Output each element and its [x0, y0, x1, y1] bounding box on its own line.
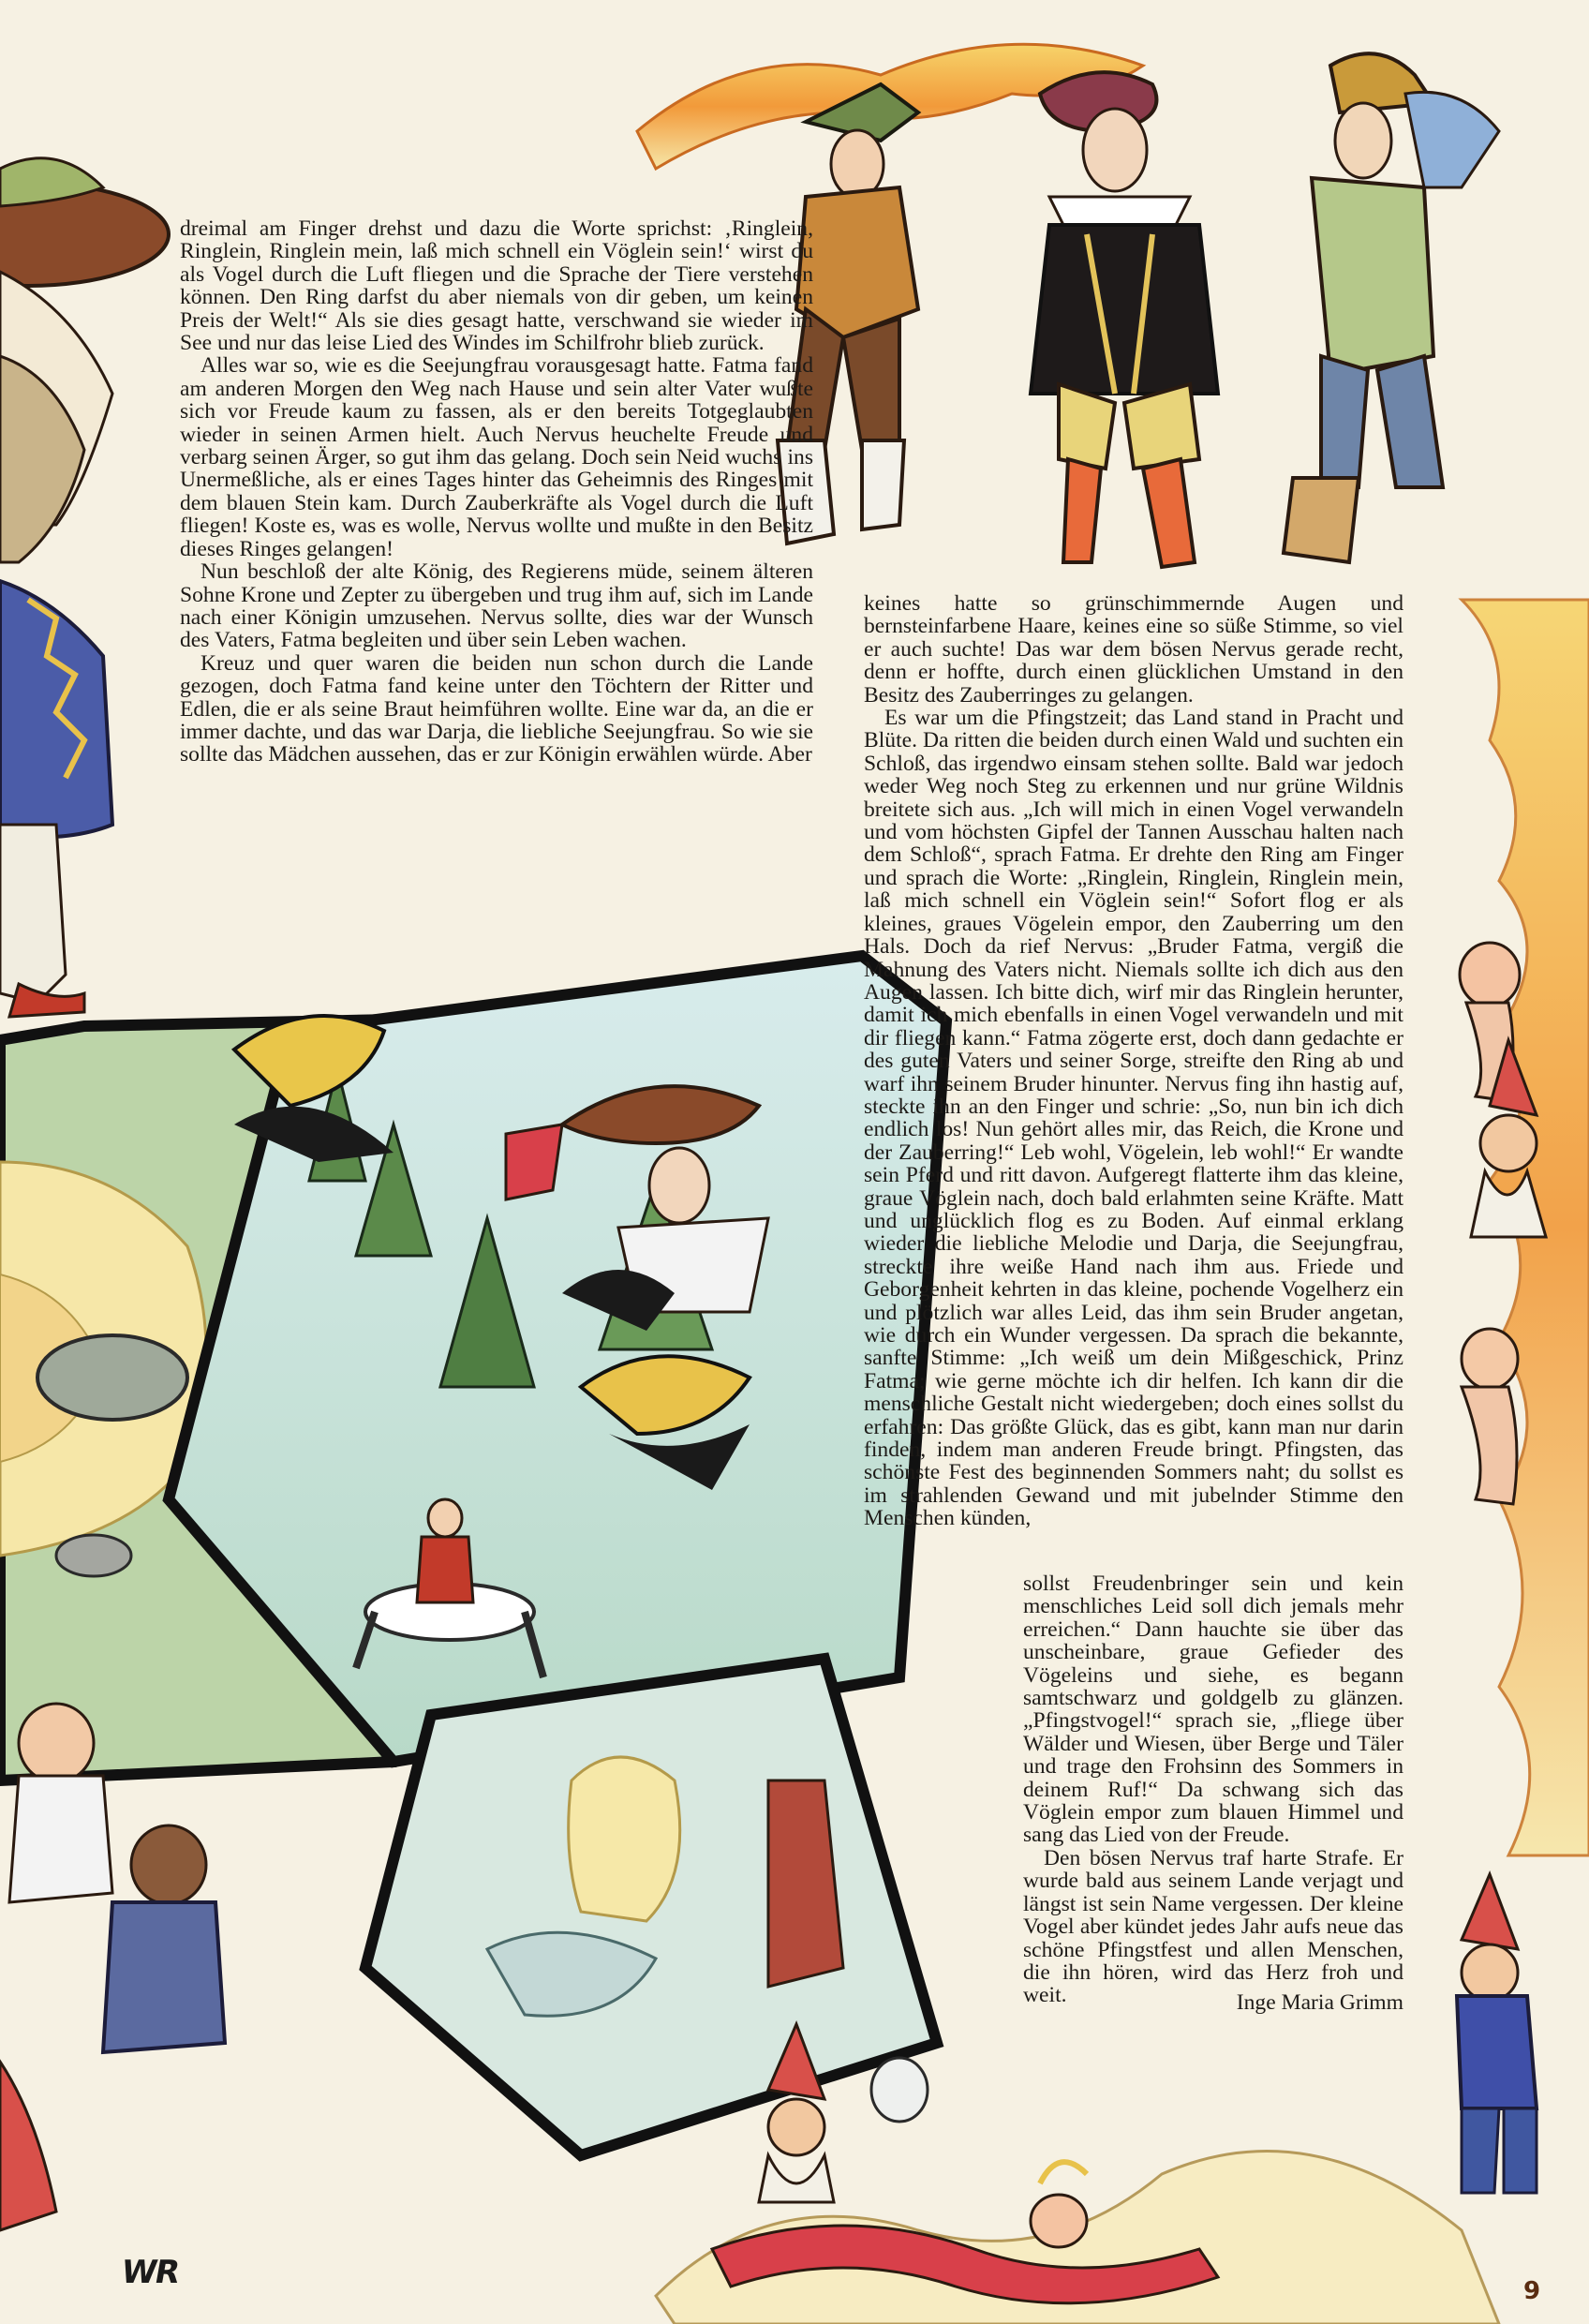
left-text-column [180, 217, 813, 767]
paragraph: Den bösen Nervus traf harte Strafe. Er wurde bald aus seinem Lande verjagt und längst ist sein Name vergessen. Der kleine Vogel aber kündet jedes Jahr aufs neue das schöne Pfingstfest und allen Menschen, die ihn hören, wird das Herz froh und weit. [1023, 1845, 1403, 2008]
artist-signature: WR [118, 2254, 182, 2291]
paragraph: Nun beschloß der alte König, des Regierens müde, seinem älteren Sohne Krone und Zepter zu übergeben und trug ihm auf, sich im Lande nach einer Königin umzusehen. Nervus sollte, dies war der Wunsch des Vaters, Fatma begleiten und über sein Leben wachen. [180, 559, 813, 653]
paragraph: dreimal am Finger drehst und dazu die Worte sprichst: ‚Ringlein, Ringlein, Ringlein mein, laß mich schnell ein Vöglein sein!‘ wirst du als Vogel durch die Luft fliegen und die Sprache der Tiere verstehen können. Den Ring darfst du aber niemals von dir geben, um keinen Preis der Welt!“ Als sie dies gesagt hatte, verschwand sie wieder im See und nur das leise Lied des Windes im Schilfrohr blieb zurück. [180, 216, 813, 356]
paragraph: Es war um die Pfingstzeit; das Land stand in Pracht und Blüte. Da ritten die beiden durch einen Wald und suchten ein Schloß, das irgendwo einsam stehen sollte. Bald war jedoch weder Weg noch Steg zu erkennen und nur grüne Wildnis breitete sich aus. „Ich will mich in einen Vogel verwandeln und vom höchsten Gipfel der Tannen Ausschau halten nach dem Schloß“, sprach Fatma. Er drehte den Ring am Finger und sprach die Worte: „Ringlein, Ringlein, Ringlein mein, laß mich schnell ein Vöglein sein!“ Sofort flog er als kleines, graues Vögelein empor, den Zauberring um den Hals. Doch da rief Nervus: „Bruder Fatma, vergiß die Mahnung des Vaters nicht. Niemals sollte ich dich aus den Augen lassen. Ich bitte dich, wirf mir das Ringlein herunter, damit ich mich ebenfalls in einen Vogel verwandeln und mit dir fliegen kann.“ Fatma zögerte erst, doch dann gedachte er des guten Vaters und seiner Sorge, streifte den Ring ab und warf ihn seinem Bruder hinunter. Nervus fing ihn hastig auf, steckte ihn an den Finger und schrie: „So, nun bin ich dich endlich los! Nun gehört alles mir, das Reich, die Krone und der Zauberring!“ Leb wohl, Vögelein, leb wohl!“ Er wandte sein Pferd und ritt davon. Aufgeregt flatterte ihm das kleine, graue Vöglein nach, doch bald erlahmten seine Kräfte. Matt und unglücklich flog es zu Boden. Auf einmal erklang wieder die liebliche Melodie und Darja, die Seejungfrau, streckte ihre weiße Hand nach ihm aus. Friede und Geborgenheit kehrten in das kleine, pochende Vogelherz ein und plötzlich war alles Leid, das ihm sein Bruder angetan, wie durch ein Wunder vergessen. Da sprach die bekannte, sanfte Stimme: „Ich weiß um dein Mißgeschick, Prinz Fatma; wie gerne möchte ich dir helfen. Ich kann dir die menschliche Gestalt nicht wiedergeben; doch eines sollst du erfahren: Das größte Glück, das es gibt, kann man nur darin finden, indem man anderen Freude bringt. Pfingsten, das schönste Fest des beginnenden Sommers naht; du sollst es im strahlenden Gewand und mit jubelnder Stimme den Menschen künden, [864, 706, 1403, 1531]
scene-collage [0, 956, 946, 2230]
right-border-decoration [1457, 600, 1589, 2193]
cavalier-figure-left [0, 158, 169, 1017]
page-number: 9 [1523, 2277, 1541, 2305]
paragraph: keines hatte so grünschimmernde Augen und bernsteinfarbene Haare, keines eine so süße Stimme, so viel er auch suchte! Das war dem bösen Nervus gerade recht, denn er hoffte, durch einen glücklichen Umstand in den Besitz des Zauberringes zu gelangen. [864, 591, 1403, 708]
paragraph: Kreuz und quer waren die beiden nun schon durch die Lande gezogen, doch Fatma fand keine unter den Töchtern der Ritter und Edlen, die er als seine Braut heimführen wollte. Eine war da, an die er immer dachte, und das war Darja, die liebliche Seejungfrau. So wie sie sollte das Mädchen aussehen, das er zur Königin erwählen würde. Aber [180, 650, 813, 767]
bottom-scarf-scene [656, 2024, 1499, 2324]
paragraph: sollst Freudenbringer sein und kein menschliches Leid soll dich jemals mehr erreichen.“ Dann hauchte sie über das unscheinbare, graue Gefieder des Vögeleins und siehe, es begann samtschwarz und goldgelb zu glänzen. „Pfingstvogel!“ sprach sie, „fliege über Wälder und Wiesen, über Berge und Täler und trage den Frohsinn des Sommers in deinem Ruf!“ Da schwang sich das Vöglein empor zum blauen Himmel und sang das Lied von der Freude. [1023, 1572, 1403, 1848]
right-text-column [864, 592, 1403, 1530]
author-name: Inge Maria Grimm [1236, 1990, 1403, 2015]
paragraph: Alles war so, wie es die Seejungfrau vorausgesagt hatte. Fatma fand am anderen Morgen den Weg nach Hause und sein alter Vater wußte sich vor Freude kaum zu fassen, als er den bereits Totgeglaubten wieder in seinen Armen hielt. Auch Nervus heuchelte Freude und verbarg seinen Ärger, so gut ihm das gelang. Doch sein Neid wuchs ins Unermeßliche, als er eines Tages hinter das Geheimnis des Ringes mit dem blauen Stein kam. Durch Zauberkräfte als Vogel durch die Luft fliegen! Koste es, was es wolle, Nervus wollte und mußte in den Besitz dieses Ringes gelangen! [180, 353, 813, 561]
right-text-column-continued [1023, 1572, 1403, 2007]
